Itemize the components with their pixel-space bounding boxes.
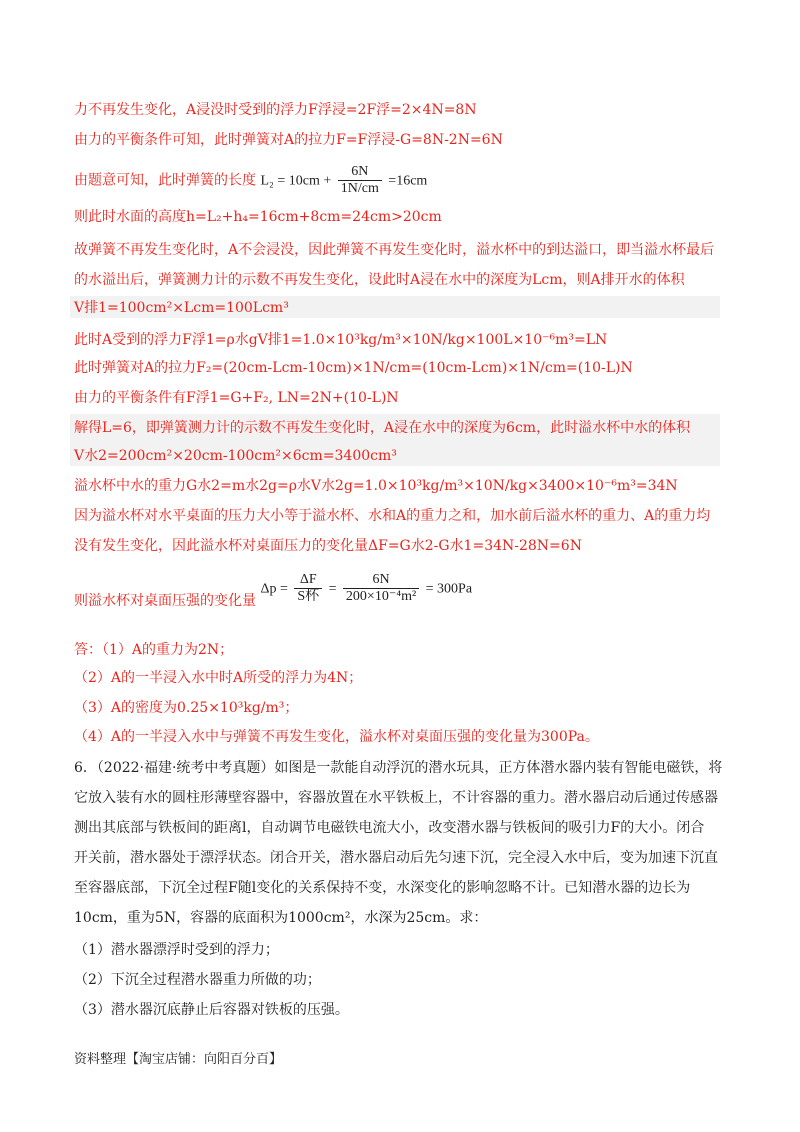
equation-left: Δp =: [260, 581, 288, 597]
fraction: [294, 572, 322, 605]
solution-line: 此时A受到的浮力F浮1=ρ水gV排1=1.0×10³kg/m³×10N/kg×100L×10⁻⁶m³=LN: [74, 332, 608, 348]
question-line: 至容器底部，下沉全过程F随l变化的关系保持不变，水深变化的影响忽略不计。已知潜水器的边长为: [74, 880, 691, 896]
fraction-denominator: 1N/cm: [340, 181, 379, 196]
spring-length-equation: [74, 164, 427, 197]
solution-line: V水2=200cm²×20cm-100cm²×6cm=3400cm³: [74, 448, 397, 464]
equation-mid: =: [328, 581, 337, 597]
sub-question: （3）潜水器沉底静止后容器对铁板的压强。: [74, 1002, 349, 1018]
solution-line: 由力的平衡条件有F浮1=G+F₂, LN=2N+(10-L)N: [74, 390, 399, 406]
fraction: [343, 572, 419, 605]
fraction-denominator: S杯: [297, 589, 320, 604]
answer-line: （2）A的一半浸入水中时A所受的浮力为4N；: [74, 670, 363, 686]
solution-line: 此时弹簧对A的拉力F₂=(20cm-Lcm-10cm)×1N/cm=(10cm-Lcm)×1N/cm=(10-L)N: [74, 360, 633, 376]
fraction-numerator: 6N: [343, 572, 419, 589]
solution-line: 溢水杯中水的重力G水2=m水2g=ρ水V水2g=1.0×10³kg/m³×10N/kg×3400×10⁻⁶m³=34N: [74, 478, 678, 494]
solution-line: 力不再发生变化，A浸没时受到的浮力F浮浸=2F浮=2×4N=8N: [74, 102, 477, 118]
solution-line: V排1=100cm²×Lcm=100Lcm³: [74, 300, 289, 316]
footer-note: 资料整理【淘宝店铺：向阳百分百】: [74, 1052, 283, 1067]
question-line: 它放入装有水的圆柱形薄壁容器中，容器放置在水平铁板上，不计容器的重力。潜水器启动后通过传感器: [74, 790, 718, 806]
solution-line: 故弹簧不再发生变化时，A不会浸没，因此弹簧不再发生变化时，溢水杯中的到达溢口，即当溢水杯最后: [74, 242, 715, 258]
solution-line-text: 则溢水杯对桌面压强的变化量: [74, 592, 256, 609]
fraction-numerator: 6N: [338, 164, 382, 181]
question-line: 6．（2022·福建·统考中考真题）如图是一款能自动浮沉的潜水玩具，正方体潜水器内装有智能电磁铁，将: [74, 760, 723, 776]
solution-line: 则此时水面的高度h=L₂+h₄=16cm+8cm=24cm>20cm: [74, 209, 442, 225]
equation-left: L₂ = 10cm +: [260, 173, 332, 189]
answer-line: 答：（1）A的重力为2N；: [74, 642, 234, 658]
answer-line: （4）A的一半浸入水中与弹簧不再发生变化，溢水杯对桌面压强的变化量为300Pa。: [74, 729, 599, 745]
sub-question: （2）下沉全过程潜水器重力所做的功；: [74, 972, 321, 988]
solution-line: 的水溢出后，弹簧测力计的示数不再发生变化，设此时A浸在水中的深度为Lcm，则A排开水的体积: [74, 272, 685, 288]
question-line: 测出其底部与铁板间的距离l，自动调节电磁铁电流大小，改变潜水器与铁板间的吸引力F的大小。闭合: [74, 820, 705, 836]
sub-question: （1）潜水器漂浮时受到的浮力；: [74, 942, 279, 958]
question-line: 开关前，潜水器处于漂浮状态。闭合开关，潜水器启动后先匀速下沉，完全浸入水中后，变为加速下沉直: [74, 850, 718, 866]
solution-line: 由力的平衡条件可知，此时弹簧对A的拉力F=F浮浸-G=8N-2N=6N: [74, 132, 503, 148]
solution-line: 因为溢水杯对水平桌面的压力大小等于溢水杯、水和A的重力之和，加水前后溢水杯的重力、A的重力均: [74, 508, 711, 524]
pressure-change-equation: [74, 572, 473, 609]
fraction: [338, 164, 382, 197]
solution-line: 没有发生变化，因此溢水杯对桌面压力的变化量ΔF=G水2-G水1=34N-28N=6N: [74, 538, 582, 554]
fraction-numerator: ΔF: [294, 572, 322, 589]
solution-line: 解得L=6，即弹簧测力计的示数不再发生变化时，A浸在水中的深度为6cm，此时溢水杯中水的体积: [74, 420, 691, 436]
solution-line-text: 由题意可知，此时弹簧的长度: [74, 172, 256, 189]
answer-line: （3）A的密度为0.25×10³kg/m³；: [74, 700, 299, 716]
question-line: 10cm，重为5N，容器的底面积为1000cm²，水深为25cm。求：: [74, 910, 488, 926]
equation-right: = 300Pa: [425, 581, 473, 597]
fraction-denominator: 200×10⁻⁴m²: [345, 589, 417, 604]
equation-right: =16cm: [388, 173, 428, 189]
